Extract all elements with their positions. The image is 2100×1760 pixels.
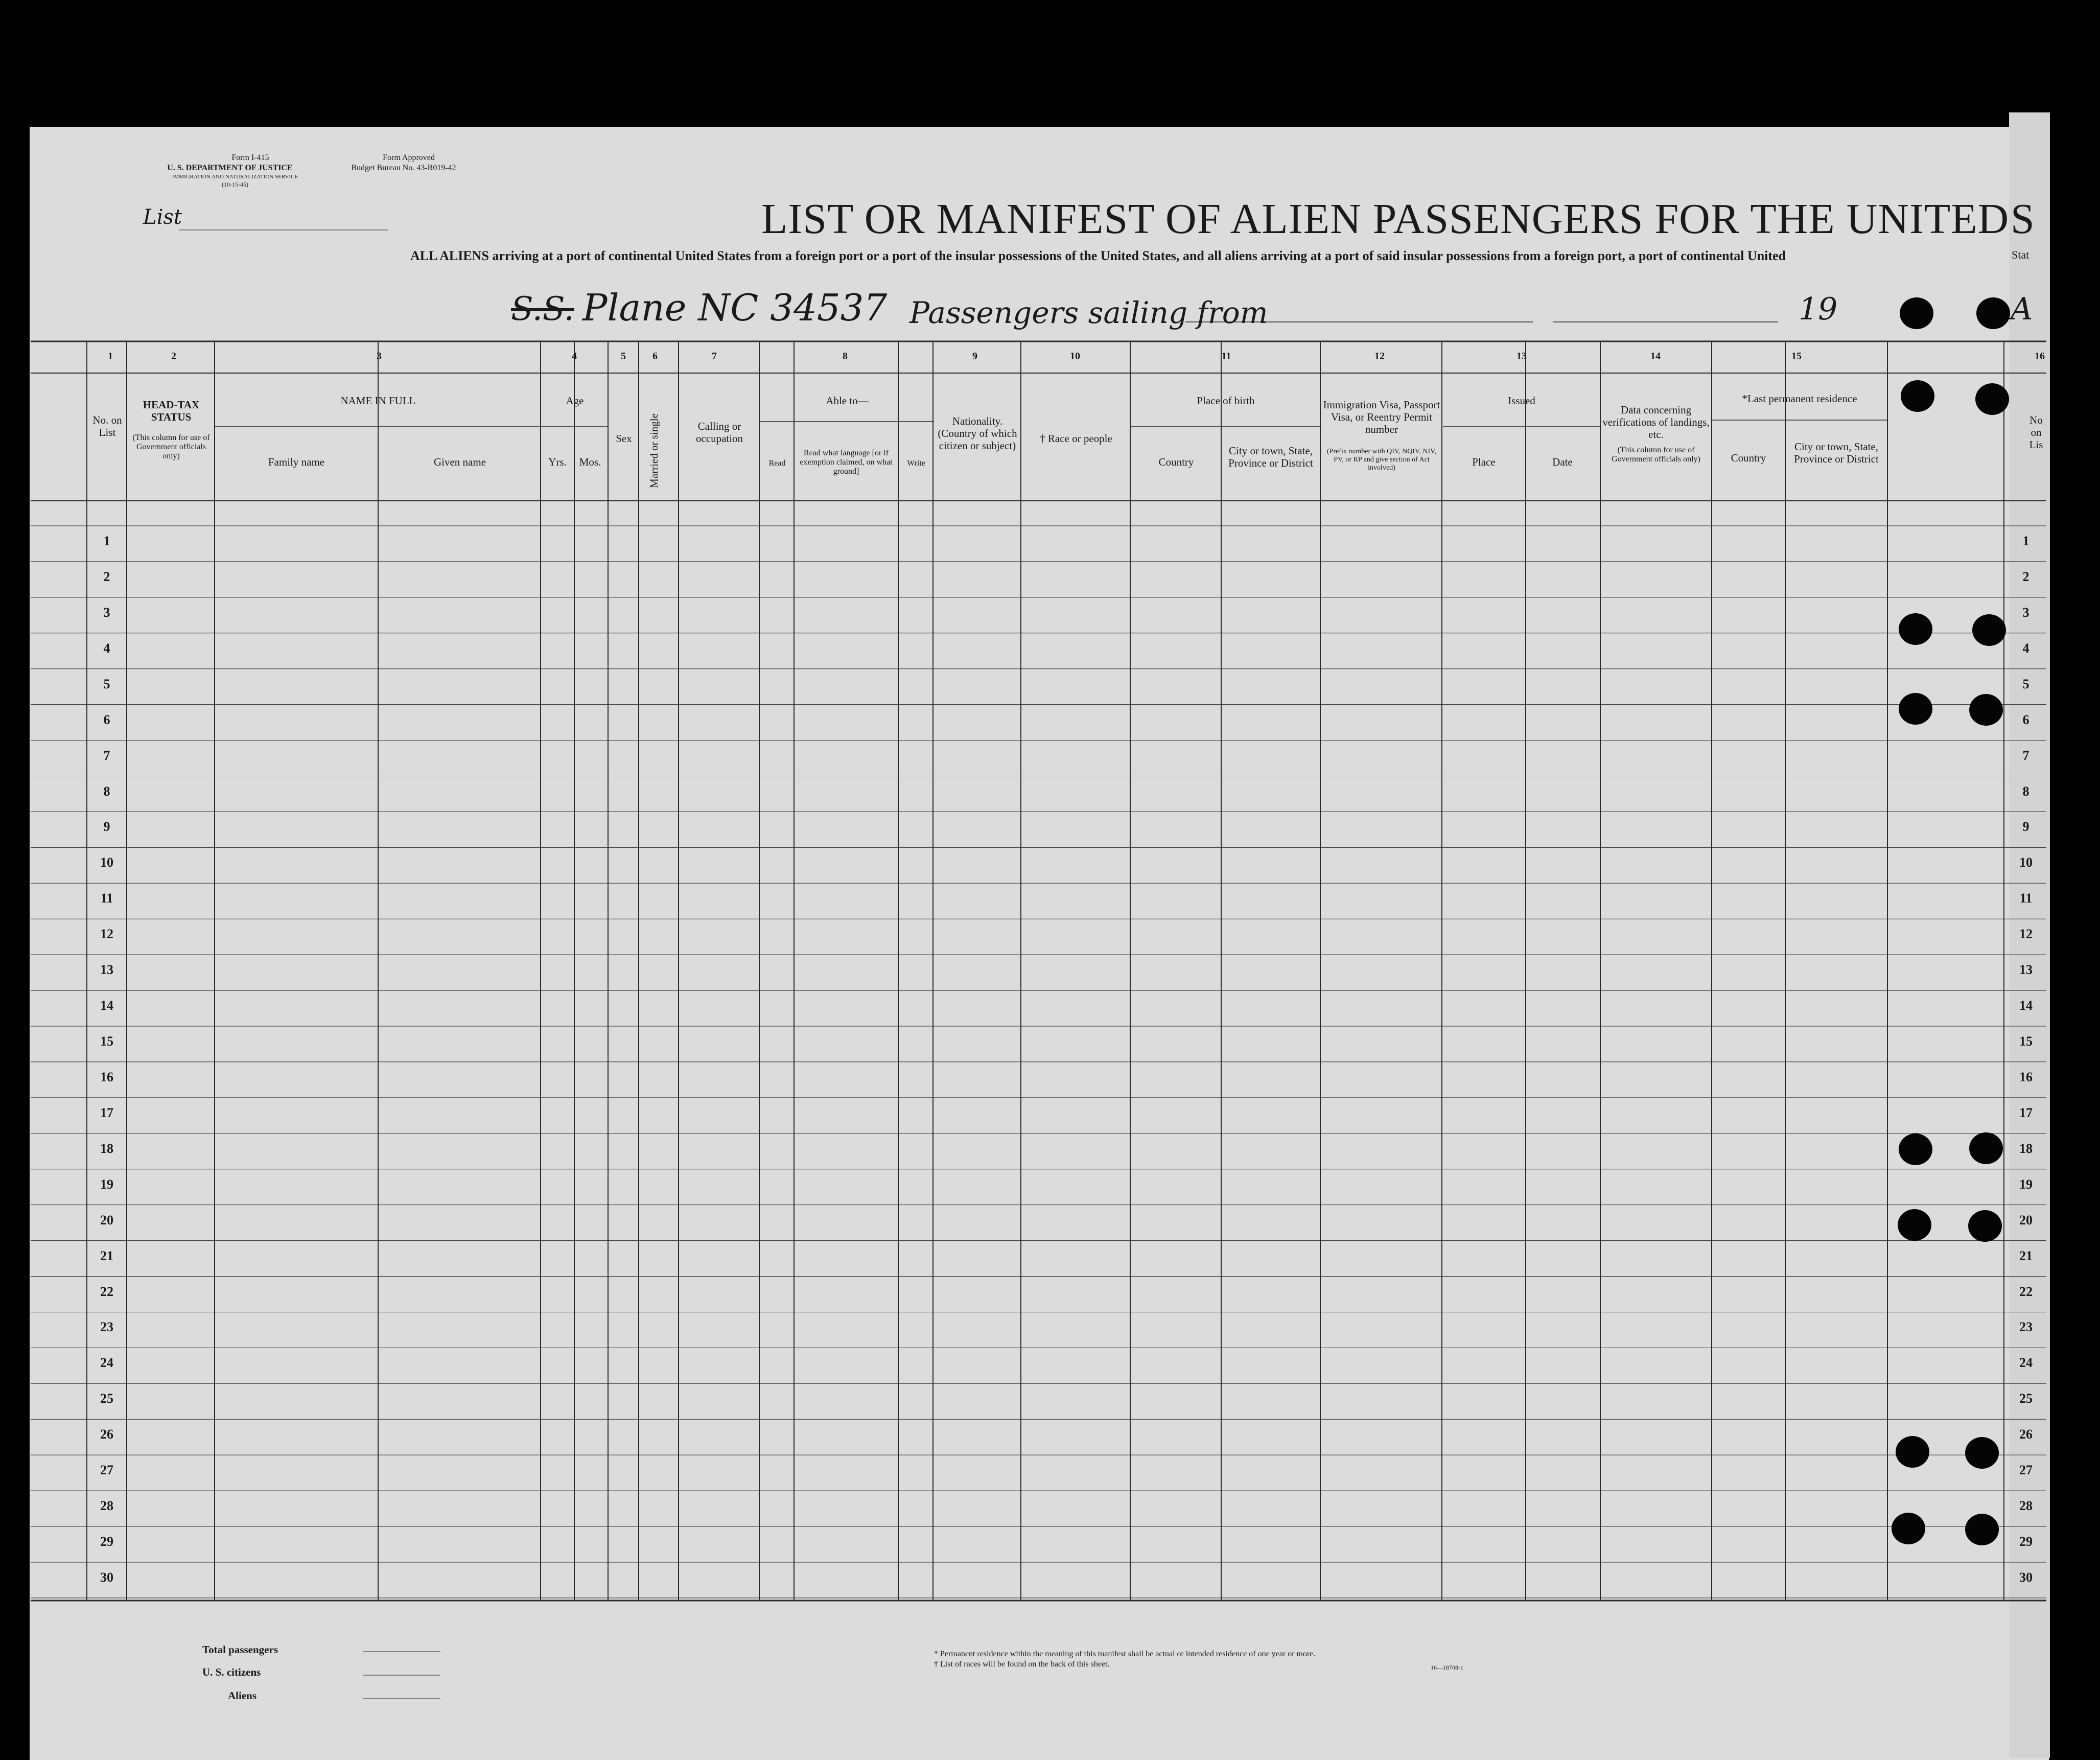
punch-hole [1975, 383, 2009, 415]
total-passengers-label: Total passengers [202, 1643, 278, 1656]
list-label: List [143, 205, 182, 229]
column-number: 3 [377, 351, 382, 362]
col-read-what: Read what language [or if exemption claimed, on what ground] [800, 449, 893, 476]
footnote-residence: * Permanent residence within the meaning of this manifest shall be actual or intended residence of one year or more. [934, 1650, 1316, 1658]
row-number-left: 11 [100, 891, 113, 906]
row-number-right: 5 [2022, 676, 2029, 691]
punch-hole [1901, 380, 1934, 412]
row-number-right: 9 [2022, 819, 2029, 835]
row-number-left: 24 [100, 1355, 113, 1371]
form-number: Form I-415 [231, 153, 269, 162]
col-issued-place: Place [1472, 456, 1496, 468]
column-number: 10 [1070, 351, 1080, 362]
row-number-left: 19 [100, 1176, 113, 1192]
column-number: 4 [572, 351, 577, 362]
column-number: 5 [621, 351, 626, 362]
vessel-cut: A [2011, 291, 2033, 327]
col-yrs: Yrs. [548, 456, 567, 468]
punch-hole [1972, 614, 2006, 646]
title-cut: S [2011, 195, 2035, 243]
col-birth-country: Country [1158, 456, 1194, 468]
row-number-left: 30 [100, 1570, 113, 1585]
col-calling: Calling or occupation [695, 420, 743, 445]
col-no-on-list: No. on List [92, 414, 122, 438]
sailing-label: Passengers sailing from [909, 295, 1268, 330]
print-code: 16—18708-1 [1431, 1664, 1463, 1671]
department: U. S. DEPARTMENT OF JUSTICE [167, 164, 293, 172]
col-write: Write [907, 459, 925, 468]
row-number-right: 24 [2019, 1355, 2033, 1371]
budget-bureau: Budget Bureau No. 43-R019-42 [351, 164, 456, 172]
row-number-right: 25 [2019, 1391, 2033, 1406]
row-number-left: 3 [103, 605, 110, 620]
punch-hole [1899, 693, 1932, 725]
row-number-left: 17 [100, 1105, 113, 1120]
date-code: (10-15-45) [222, 181, 248, 188]
row-number-left: 1 [103, 534, 110, 548]
row-number-right: 29 [2019, 1534, 2033, 1549]
row-number-right: 4 [2022, 640, 2029, 656]
row-number-left: 25 [100, 1391, 113, 1406]
row-number-right: 17 [2019, 1105, 2033, 1120]
punch-hole [1899, 613, 1932, 645]
row-number-right: 27 [2019, 1463, 2033, 1478]
row-number-right: 23 [2019, 1319, 2033, 1335]
row-number-left: 8 [103, 783, 110, 799]
row-number-left: 14 [100, 998, 113, 1013]
row-number-right: 13 [2019, 962, 2033, 978]
punch-hole [1976, 297, 2010, 329]
row-number-left: 29 [100, 1534, 113, 1549]
column-number: 9 [972, 351, 977, 362]
row-number-right: 22 [2019, 1284, 2033, 1299]
column-number: 1 [108, 351, 113, 362]
row-number-right: 12 [2019, 927, 2033, 942]
row-number-right: 26 [2019, 1427, 2033, 1442]
year-prefix: 19 [1799, 291, 1838, 327]
row-number-right: 20 [2019, 1212, 2033, 1228]
row-number-left: 12 [100, 927, 113, 942]
column-number: 2 [171, 351, 176, 362]
column-number: 15 [1791, 351, 1802, 362]
form-approved: Form Approved [383, 153, 435, 162]
row-number-left: 21 [100, 1248, 113, 1263]
punch-hole [1969, 1132, 2003, 1164]
row-number-left: 5 [103, 676, 110, 691]
col-birth-city: City or town, State, Province or District [1228, 445, 1313, 469]
page-title: LIST OR MANIFEST OF ALIEN PASSENGERS FOR THE UNITED [761, 195, 2010, 243]
row-number-left: 27 [100, 1463, 113, 1478]
col-landings-note: (This column for use of Government officials only) [1612, 446, 1700, 464]
column-number: 16 [2035, 351, 2045, 362]
row-number-right: 16 [2019, 1069, 2033, 1084]
col-cut-no: No on Lis [2029, 414, 2043, 451]
col-landings: Data concerning verifications of landings, etc. [1602, 404, 1710, 441]
row-number-left: 9 [103, 819, 110, 835]
row-number-left: 23 [100, 1319, 113, 1335]
punch-hole [1892, 1513, 1925, 1544]
row-number-left: 26 [100, 1427, 113, 1442]
col-age: Age [566, 395, 584, 407]
row-number-right: 18 [2019, 1141, 2033, 1156]
row-number-left: 15 [100, 1034, 113, 1049]
footnote-races: † List of races will be found on the back of this sheet. [934, 1660, 1110, 1669]
column-number: 14 [1650, 351, 1661, 362]
row-number-right: 28 [2019, 1498, 2033, 1514]
col-visa: Immigration Visa, Passport Visa, or Reentry Permit number [1323, 399, 1440, 435]
col-mos: Mos. [579, 456, 601, 468]
row-number-right: 6 [2022, 712, 2029, 727]
col-issued: Issued [1508, 395, 1535, 407]
row-number-right: 10 [2019, 855, 2033, 870]
row-number-right: 11 [2019, 891, 2033, 906]
col-visa-note: (Prefix number with QIV, NQIV, NIV, PV, or RP and give section of Act involved) [1327, 448, 1436, 472]
column-number: 8 [843, 351, 848, 362]
col-sex: Sex [616, 432, 632, 445]
column-number: 12 [1374, 351, 1385, 362]
col-able-to: Able to— [826, 395, 869, 407]
row-number-right: 15 [2019, 1034, 2033, 1049]
punch-hole [1969, 694, 2003, 726]
punch-hole [1965, 1437, 1999, 1469]
service: IMMIGRATION AND NATURALIZATION SERVICE [172, 174, 298, 180]
column-number: 6 [652, 351, 658, 362]
column-number: 11 [1221, 351, 1231, 362]
row-number-right: 19 [2019, 1176, 2033, 1192]
punch-hole [1896, 1436, 1929, 1468]
row-number-left: 28 [100, 1498, 113, 1514]
row-number-left: 22 [100, 1284, 113, 1299]
row-number-right: 21 [2019, 1248, 2033, 1263]
col-read: Read [768, 459, 786, 468]
col-headtax-note: (This column for use of Government officials only) [132, 433, 210, 460]
col-place-of-birth: Place of birth [1197, 395, 1255, 407]
col-family-name: Family name [268, 456, 325, 468]
col-issued-date: Date [1552, 456, 1573, 468]
col-name-in-full: NAME IN FULL [340, 395, 416, 407]
col-married: Married or single [648, 413, 660, 488]
ss-label: S.S. [511, 290, 574, 328]
row-number-right: 1 [2022, 534, 2029, 548]
row-number-right: 2 [2022, 569, 2029, 584]
row-number-left: 13 [100, 962, 113, 978]
subtitle: ALL ALIENS arriving at a port of continental United States from a foreign port or a port of the insular possessions of the United States, and all aliens arriving at a port of said insular possessions from a foreign port, a port of continental United [410, 248, 1786, 263]
aliens-label: Aliens [228, 1689, 257, 1702]
column-number: 7 [712, 351, 717, 362]
punch-hole [1899, 1133, 1932, 1165]
subtitle-cut: Stat [2012, 248, 2029, 261]
punch-hole [1898, 1209, 1931, 1241]
row-number-left: 4 [103, 640, 110, 656]
column-number: 13 [1516, 351, 1527, 362]
col-residence: *Last permanent residence [1742, 392, 1857, 405]
punch-hole [1965, 1514, 1999, 1545]
row-number-left: 16 [100, 1069, 113, 1084]
row-number-left: 7 [103, 748, 110, 763]
row-number-left: 10 [100, 855, 113, 870]
punch-hole [1968, 1210, 2002, 1242]
us-citizens-label: U. S. citizens [202, 1666, 261, 1678]
row-number-left: 6 [103, 712, 110, 727]
row-number-right: 7 [2022, 748, 2029, 763]
col-res-country: Country [1731, 452, 1766, 464]
row-number-right: 14 [2019, 998, 2033, 1013]
row-number-left: 20 [100, 1212, 113, 1228]
punch-hole [1900, 297, 1933, 329]
row-number-left: 2 [103, 569, 110, 584]
col-headtax: HEAD-TAX STATUS [143, 399, 200, 423]
vessel-name: Plane NC 34537 [582, 286, 888, 329]
row-number-right: 30 [2019, 1570, 2033, 1585]
row-number-left: 18 [100, 1141, 113, 1156]
row-number-right: 3 [2022, 605, 2029, 620]
row-number-right: 8 [2022, 783, 2029, 799]
col-given-name: Given name [433, 456, 486, 468]
col-nationality: Nationality. (Country of which citizen or subject) [938, 415, 1017, 452]
col-race: † Race or people [1040, 432, 1112, 445]
col-res-city: City or town, State, Province or District [1794, 441, 1879, 465]
